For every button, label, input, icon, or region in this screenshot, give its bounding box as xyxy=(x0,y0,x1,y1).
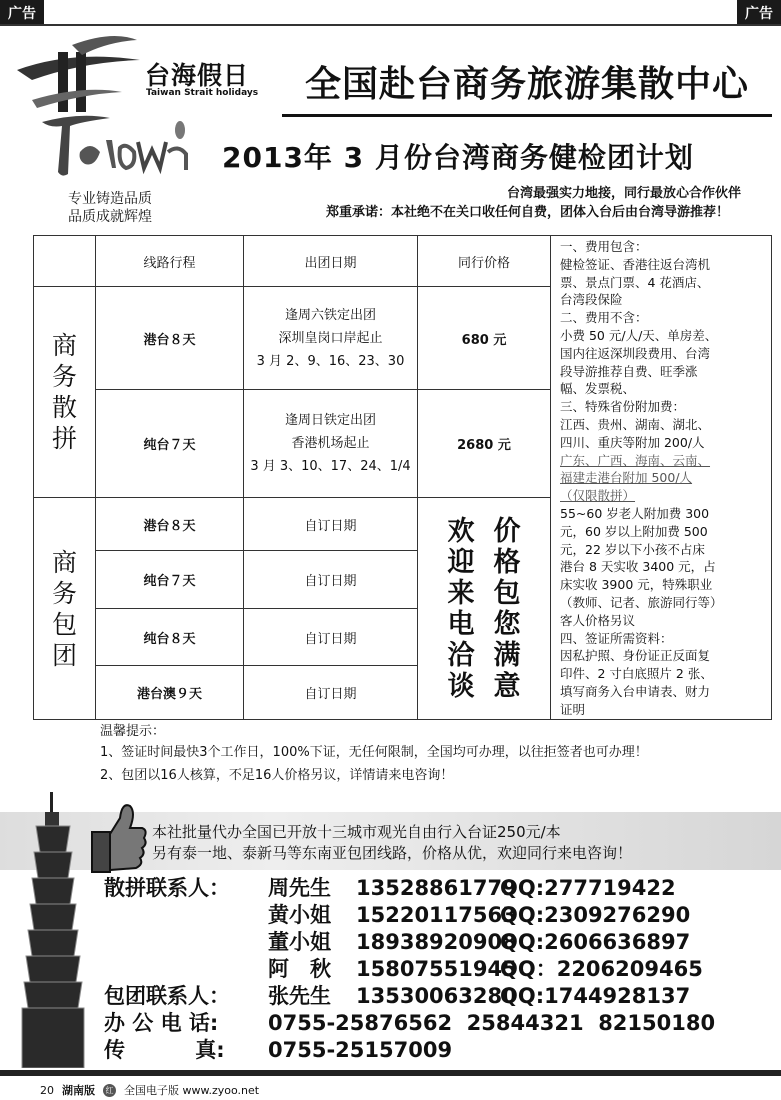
ad-tag-left: 广告 xyxy=(0,0,44,26)
tip-item: 2、包团以16人核算，不足16人价格另议，详情请来电咨询！ xyxy=(100,768,454,783)
group-label-charter xyxy=(34,498,96,720)
slogan-line-1: 专业铸造品质 xyxy=(68,191,152,207)
tips-heading: 温馨提示： xyxy=(100,724,166,739)
group-label-fit-text: 商 务 散 拼 xyxy=(51,331,77,453)
ad-tag-right: 广告 xyxy=(737,0,781,26)
contact-qq: QQ:2606636897 xyxy=(500,930,691,954)
note-line: 填写商务入台申请表、财力 xyxy=(560,683,711,699)
fax-row xyxy=(104,1037,715,1064)
group-label-charter-text: 商 务 包 团 xyxy=(51,547,77,670)
subtitle-partner: 台湾最强实力地接，同行最放心合作伙伴 xyxy=(506,186,741,201)
brand-logo-icon xyxy=(12,30,142,120)
contact-phone[interactable]: 13528861779 xyxy=(356,876,517,900)
note-line: 元，60 岁以上附加费 500 xyxy=(560,523,708,539)
date-cell xyxy=(244,390,418,498)
note-line: 因私护照、身份证正反面复 xyxy=(560,648,711,664)
date-cell: 自订日期 xyxy=(244,551,418,609)
banner-line-1: 本社批量代办全国已开放十三城市观光自由行入台证250元/本 xyxy=(152,823,561,841)
notes-cell xyxy=(551,236,772,720)
bottom-divider xyxy=(0,1070,781,1076)
note-line: 三、特殊省份附加费： xyxy=(560,399,686,415)
welcome-left: 欢 迎 来 电 洽 谈 xyxy=(447,515,475,702)
note-line: 票、景点门票、4 花酒店、 xyxy=(560,274,710,290)
table-header-row xyxy=(34,236,772,287)
note-line: 印件、2 寸白底照片 2 张、 xyxy=(560,666,713,682)
note-line: 小费 50 元/人/天、单房差、 xyxy=(560,327,718,343)
banner-text xyxy=(152,822,632,864)
contact-row xyxy=(104,875,715,902)
price-cell: 2680 元 xyxy=(418,390,551,498)
note-line: 港台 8 天实收 3400 元，占 xyxy=(560,559,716,575)
note-line: 客人价格另议 xyxy=(560,612,636,628)
slogan xyxy=(68,190,152,226)
date-line: 逢周日铁定出团 xyxy=(284,413,376,428)
brand-name-en: Taiwan Strait holidays xyxy=(146,88,259,98)
welcome-cell xyxy=(418,498,551,720)
contact-phone[interactable]: 15220117563 xyxy=(356,903,517,927)
fax-number: 0755-25157009 xyxy=(268,1038,453,1062)
header-price: 同行价格 xyxy=(418,236,551,287)
contact-qq: QQ:1744928137 xyxy=(500,984,691,1008)
welcome-right: 价 格 包 您 满 意 xyxy=(493,515,521,702)
contact-name: 张先生 xyxy=(268,984,331,1008)
page-number: 20 xyxy=(40,1083,54,1097)
note-line: 55~60 岁老人附加费 300 xyxy=(560,505,710,521)
taipei-101-tower-icon xyxy=(12,792,94,1068)
contact-name: 阿 秋 xyxy=(268,957,331,981)
contact-qq: QQ:2309276290 xyxy=(500,903,691,927)
note-line: 二、费用不含： xyxy=(560,310,648,326)
note-line: 段导游推荐自费、旺季涨 xyxy=(560,363,698,379)
contact-name: 周先生 xyxy=(268,876,331,900)
header-route: 线路行程 xyxy=(96,236,244,287)
contact-phone[interactable]: 15807551945 xyxy=(356,957,517,981)
note-line: 健检签证、香港往返台湾机 xyxy=(560,256,711,272)
footer xyxy=(40,1082,259,1098)
tip-item: 1、签证时间最快3个工作日，100%下证，无任何限制，全国均可办理，以往拒签者也可办理！ xyxy=(100,745,648,760)
group-contact-label: 包团联系人： xyxy=(104,984,230,1008)
contact-row xyxy=(104,956,715,983)
office-phone-row xyxy=(104,1010,715,1037)
contact-row xyxy=(104,929,715,956)
note-line: 元，22 岁以下小孩不占床 xyxy=(560,541,705,557)
date-cell: 自订日期 xyxy=(244,666,418,720)
note-line: 床实收 3900 元，特殊职业 xyxy=(560,577,713,593)
note-line: 四川、重庆等附加 200/人 xyxy=(560,434,705,450)
contact-phone[interactable]: 13530063280 xyxy=(356,984,517,1008)
fit-contact-label: 散拼联系人： xyxy=(104,876,230,900)
date-line: 逢周六铁定出团 xyxy=(284,307,376,323)
fax-label: 传 真: xyxy=(104,1038,225,1062)
table-corner xyxy=(34,236,96,287)
date-cell: 自订日期 xyxy=(244,498,418,551)
note-line: 广东、广西、海南、云南、 xyxy=(560,452,711,468)
edition-badge-icon: 红 xyxy=(103,1084,116,1097)
note-line: 一、费用包含： xyxy=(560,239,648,254)
office-phone[interactable]: 0755-25876562 25844321 82150180 xyxy=(268,1011,716,1035)
note-line: 江西、贵州、湖南、湖北、 xyxy=(560,416,711,432)
date-cell: 自订日期 xyxy=(244,609,418,666)
top-divider xyxy=(0,24,781,26)
note-line: （教师、记者、旅游同行等） xyxy=(560,594,723,610)
note-line: 证明 xyxy=(560,701,586,717)
contacts xyxy=(104,875,715,1064)
brand-name-cn: 台海假日 xyxy=(145,61,250,90)
tips xyxy=(100,723,648,787)
header-date: 出团日期 xyxy=(244,236,418,287)
date-line: 3 月 2、9、16、23、30 xyxy=(256,353,405,369)
tour-table xyxy=(33,235,772,720)
date-line: 深圳皇岗口岸起止 xyxy=(278,330,383,346)
website-link[interactable]: 全国电子版 www.zyoo.net xyxy=(124,1084,260,1097)
taiwan-calligraphy-logo-icon xyxy=(40,112,195,184)
page-title: 2013年 3 月份台湾商务健检团计划 xyxy=(222,141,694,174)
route-cell: 港台８天 xyxy=(96,287,244,390)
note-line: 国内往返深圳段费用、台湾 xyxy=(560,345,711,361)
subtitle-promise: 郑重承诺：本社绝不在关口收任何自费，团体入台后由台湾导游推荐！ xyxy=(325,205,729,220)
headline: 全国赴台商务旅游集散中心 xyxy=(282,60,772,117)
date-line: 香港机场起止 xyxy=(291,436,370,451)
contact-qq: QQ：2206209465 xyxy=(500,957,703,981)
note-line: （仅限散拼） xyxy=(560,488,636,504)
route-cell: 纯台８天 xyxy=(96,609,244,666)
route-cell: 港台８天 xyxy=(96,498,244,551)
route-cell: 港台澳９天 xyxy=(96,666,244,720)
contact-name: 黄小姐 xyxy=(268,903,331,927)
date-cell xyxy=(244,287,418,390)
contact-row xyxy=(104,983,715,1010)
date-line: 3 月 3、10、17、24、1/4 xyxy=(250,459,411,474)
note-line: 福建走港台附加 500/人 xyxy=(560,470,693,486)
fee-notes xyxy=(551,236,771,719)
slogan-line-2: 品质成就辉煌 xyxy=(68,209,152,225)
route-cell: 纯台７天 xyxy=(96,551,244,609)
welcome-text xyxy=(418,516,550,702)
banner-line-2: 另有泰一地、泰新马等东南亚包团线路，价格从优，欢迎同行来电咨询！ xyxy=(152,844,633,862)
office-phone-label: 办 公 电 话: xyxy=(104,1011,219,1035)
note-line: 四、签证所需资料： xyxy=(560,630,673,646)
note-line: 幅、发票税、 xyxy=(560,381,636,397)
route-cell: 纯台７天 xyxy=(96,390,244,498)
contact-name: 董小姐 xyxy=(268,930,331,954)
price-cell: 680 元 xyxy=(418,287,551,390)
group-label-fit xyxy=(34,287,96,498)
contact-phone[interactable]: 18938920908 xyxy=(356,930,517,954)
note-line: 台湾段保险 xyxy=(560,292,623,308)
contact-row xyxy=(104,902,715,929)
edition-label: 湖南版 xyxy=(62,1084,95,1097)
contact-qq: QQ:277719422 xyxy=(500,876,676,900)
